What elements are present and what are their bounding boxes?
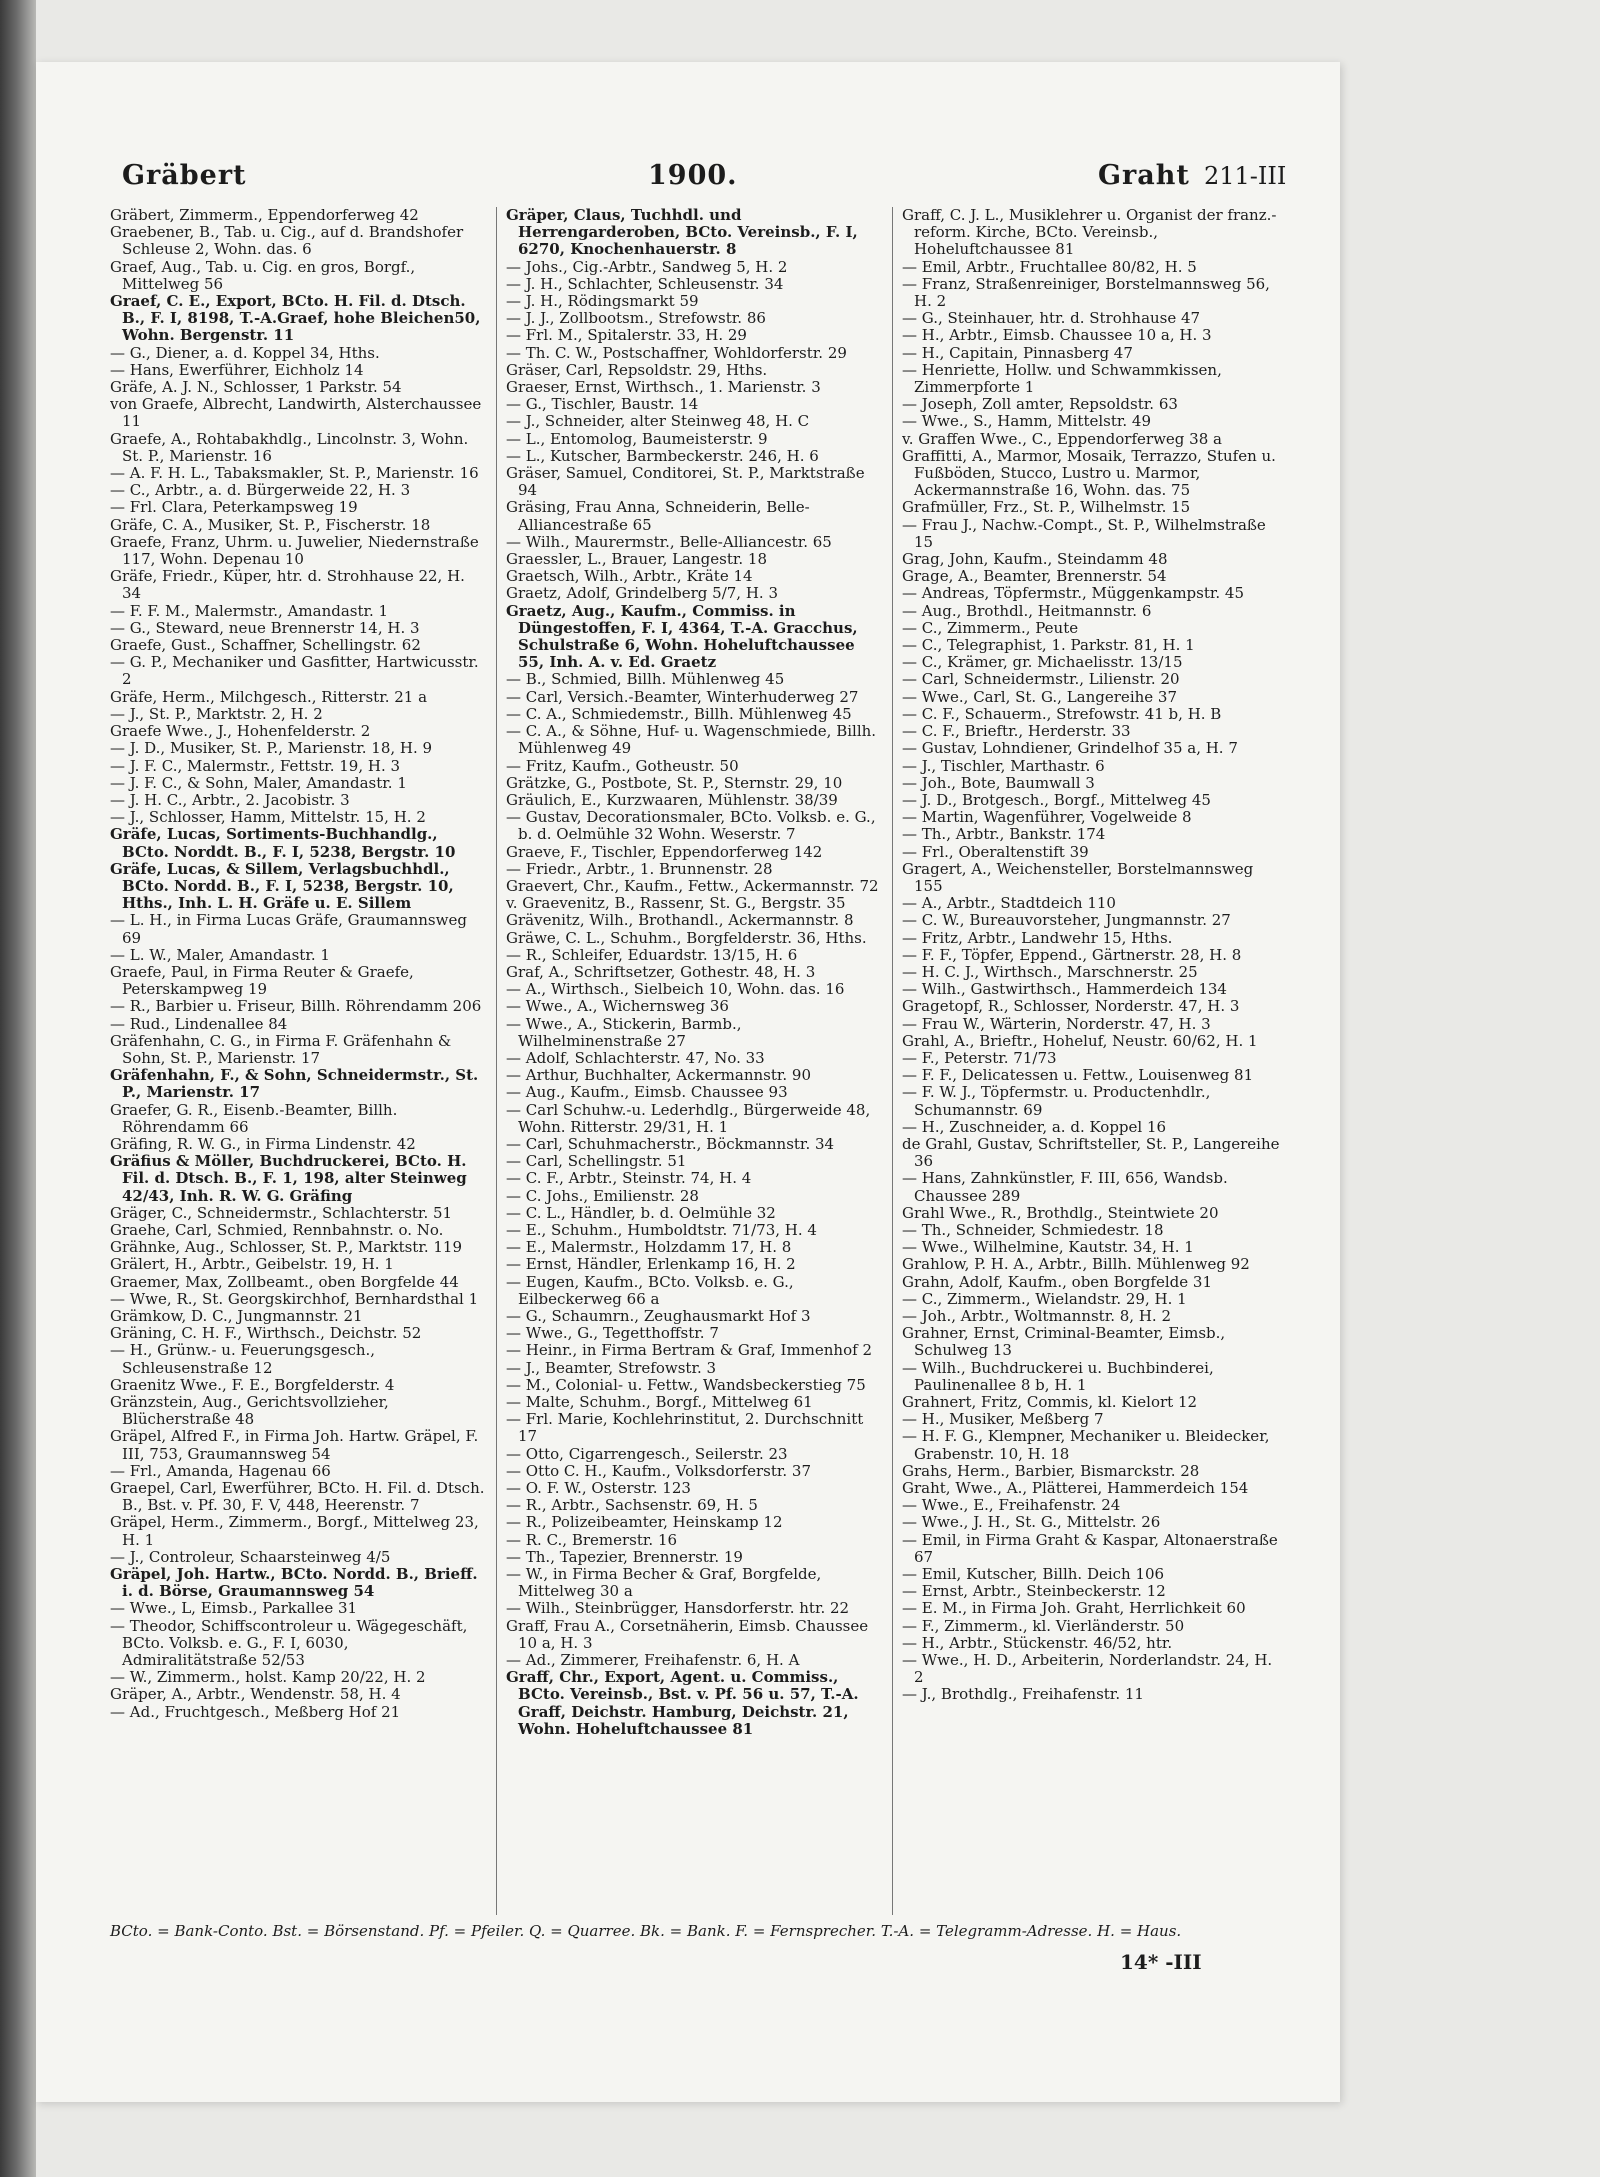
directory-entry: — Ad., Zimmerer, Freihafenstr. 6, H. A <box>506 1651 800 1670</box>
directory-entry: — C. F., Brieftr., Herderstr. 33 <box>902 722 1131 741</box>
directory-entry: — O. F. W., Osterstr. 123 <box>506 1479 691 1498</box>
directory-entry: — Wilh., Steinbrügger, Hansdorferstr. htr. 22 <box>506 1599 850 1618</box>
directory-entry: — C. F., Arbtr., Steinstr. 74, H. 4 <box>506 1169 752 1188</box>
directory-entry: — J. F. C., & Sohn, Maler, Amandastr. 1 <box>110 773 407 792</box>
header-right-keyword: Graht <box>1098 160 1190 191</box>
abbreviation-legend: BCto. = Bank-Conto. Bst. = Börsenstand. Pf. = Pfeiler. Q. = Quarree. Bk. = Bank. F. = Fernsprecher. T.-A. = Telegramm-Adresse. H. = Haus. <box>110 1922 1182 1940</box>
directory-entry: — Wwe., Carl, St. G., Langereihe 37 <box>902 687 1178 706</box>
directory-entry: Graetz, Aug., Kaufm., Commiss. in Düngestoffen, F. I, 4364, T.-A. Gracchus, Schulstraße 6, Wohn. Hoheluftchaussee 55, Inh. A. v. Ed. Graetz <box>506 601 858 672</box>
directory-entry: Grahnert, Fritz, Commis, kl. Kielort 12 <box>902 1393 1198 1412</box>
directory-entry: Grag, John, Kaufm., Steindamm 48 <box>902 550 1168 569</box>
directory-entry: Gränzstein, Aug., Gerichtsvollzieher, Blücherstraße 48 <box>110 1393 389 1429</box>
directory-entry: — A., Wirthsch., Sielbeich 10, Wohn. das. 16 <box>506 980 845 999</box>
directory-entry: Gräwe, C. L., Schuhm., Borgfelderstr. 36, Hths. <box>506 928 867 947</box>
directory-entry: Graf, A., Schriftsetzer, Gothestr. 48, H. 3 <box>506 962 816 981</box>
directory-entry: von Graefe, Albrecht, Landwirth, Alsterchaussee 11 <box>110 395 482 431</box>
directory-entry: Graenitz Wwe., F. E., Borgfelderstr. 4 <box>110 1375 395 1394</box>
directory-entry: — J. H. C., Arbtr., 2. Jacobistr. 3 <box>110 790 350 809</box>
directory-entry: — B., Schmied, Billh. Mühlenweg 45 <box>506 670 785 689</box>
directory-entry: — F. F., Delicatessen u. Fettw., Louisenweg 81 <box>902 1066 1254 1085</box>
directory-entry: — Th., Schneider, Schmiedestr. 18 <box>902 1220 1164 1239</box>
directory-entry: Gragert, A., Weichensteller, Borstelmannsweg 155 <box>902 859 1254 895</box>
directory-entry: — Wwe., Wilhelmine, Kautstr. 34, H. 1 <box>902 1238 1194 1257</box>
directory-entry: de Grahl, Gustav, Schriftsteller, St. P., Langereihe 36 <box>902 1134 1280 1171</box>
directory-entry: — Emil, in Firma Graht & Kaspar, Altonaerstraße 67 <box>902 1530 1278 1566</box>
directory-entry: Graefe, Paul, in Firma Reuter & Graefe, Peterskampweg 19 <box>110 962 414 999</box>
directory-entry: — L., Kutscher, Barmbeckerstr. 246, H. 6 <box>506 446 819 465</box>
directory-entry: — G., Tischler, Baustr. 14 <box>506 395 699 414</box>
directory-entry: — G., Schaumrn., Zeughausmarkt Hof 3 <box>506 1307 811 1325</box>
directory-entry: — Eugen, Kaufm., BCto. Volksb. e. G., Eilbeckerweg 66 a <box>506 1272 794 1308</box>
directory-entry: Gräser, Carl, Repsoldstr. 29, Hths. <box>506 360 768 379</box>
header-year: 1900. <box>648 160 738 191</box>
directory-entry: Grahn, Adolf, Kaufm., oben Borgfelde 31 <box>902 1272 1212 1291</box>
sheet-signature: 14* -III <box>1120 1950 1202 1974</box>
directory-entry: — Johs., Cig.-Arbtr., Sandweg 5, H. 2 <box>506 257 788 276</box>
directory-entry: Grähnke, Aug., Schlosser, St. P., Marktstr. 119 <box>110 1238 463 1257</box>
directory-entry: — Wwe., A., Wichernsweg 36 <box>506 997 729 1016</box>
directory-entry: — F., Zimmerm., kl. Vierländerstr. 50 <box>902 1616 1185 1635</box>
directory-entry: — Heinr., in Firma Bertram & Graf, Immenhof 2 <box>506 1341 872 1360</box>
directory-entry: — Wwe., G., Tegetthoffstr. 7 <box>506 1324 719 1343</box>
directory-entry: — E., Malermstr., Holzdamm 17, H. 8 <box>506 1238 792 1257</box>
directory-entry: Graht, Wwe., A., Plätterei, Hammerdeich 154 <box>902 1479 1249 1498</box>
directory-entry: — J. D., Brotgesch., Borgf., Mittelweg 45 <box>902 790 1211 809</box>
directory-entry: — C. A., & Söhne, Huf- u. Wagenschmiede, Billh. Mühlenweg 49 <box>506 722 877 758</box>
directory-entry: — Franz, Straßenreiniger, Borstelmannsweg 56, H. 2 <box>902 274 1270 311</box>
directory-entry: Graevert, Chr., Kaufm., Fettw., Ackermannstr. 72 <box>506 876 879 895</box>
directory-entry: Graefe, A., Rohtabakhdlg., Lincolnstr. 3, Wohn. St. P., Marienstr. 16 <box>110 429 469 465</box>
directory-entry: Grahlow, P. H. A., Arbtr., Billh. Mühlenweg 92 <box>902 1255 1250 1274</box>
column-2 <box>506 207 882 1915</box>
directory-columns <box>110 207 1285 1915</box>
directory-entry: Graefer, G. R., Eisenb.-Beamter, Billh. Röhrendamm 66 <box>110 1100 398 1136</box>
directory-entry: Gräpel, Joh. Hartw., BCto. Nordd. B., Brieff. i. d. Börse, Graumannsweg 54 <box>110 1565 478 1601</box>
directory-entry: — Emil, Arbtr., Fruchtallee 80/82, H. 5 <box>902 257 1197 276</box>
directory-entry: Gräper, A., Arbtr., Wendenstr. 58, H. 4 <box>110 1685 401 1704</box>
directory-entry: — C. L., Händler, b. d. Oelmühle 32 <box>506 1203 776 1222</box>
directory-entry: — Hans, Zahnkünstler, F. III, 656, Wandsb. Chaussee 289 <box>902 1169 1228 1205</box>
directory-entry: — Theodor, Schiffscontroleur u. Wägegeschäft, BCto. Volksb. e. G., F. I, 6030, Admiralitätstraße 52/53 <box>110 1616 468 1670</box>
directory-entry: — Wilh., Buchdruckerei u. Buchbinderei, Paulinenallee 8 b, H. 1 <box>902 1358 1214 1394</box>
directory-entry: Gräger, C., Schneidermstr., Schlachterstr. 51 <box>110 1203 453 1222</box>
directory-entry: — J., St. P., Marktstr. 2, H. 2 <box>110 704 323 723</box>
directory-entry: — W., in Firma Becher & Graf, Borgfelde, Mittelweg 30 a <box>506 1565 822 1601</box>
directory-entry: — Arthur, Buchhalter, Ackermannstr. 90 <box>506 1066 812 1085</box>
directory-entry: — M., Colonial- u. Fettw., Wandsbeckerstieg 75 <box>506 1375 866 1394</box>
directory-entry: — J. H., Schlachter, Schleusenstr. 34 <box>506 274 784 293</box>
directory-entry: — Wilh., Gastwirthsch., Hammerdeich 134 <box>902 980 1227 999</box>
directory-entry: — H., Grünw.- u. Feuerungsgesch., Schleusenstraße 12 <box>110 1341 376 1377</box>
directory-entry: — Fritz, Arbtr., Landwehr 15, Hths. <box>902 928 1173 947</box>
directory-entry: Gräning, C. H. F., Wirthsch., Deichstr. 52 <box>110 1324 422 1343</box>
directory-entry: — Th., Tapezier, Brennerstr. 19 <box>506 1547 743 1566</box>
directory-entry: — L. W., Maler, Amandastr. 1 <box>110 945 330 964</box>
directory-entry: Grahl Wwe., R., Brothdlg., Steintwiete 20 <box>902 1203 1219 1222</box>
directory-entry: Gräfe, Friedr., Küper, htr. d. Strohhause 22, H. 34 <box>110 567 465 603</box>
directory-entry: — Wwe., J. H., St. G., Mittelstr. 26 <box>902 1513 1161 1532</box>
directory-entry: — E., Schuhm., Humboldtstr. 71/73, H. 4 <box>506 1220 817 1239</box>
directory-entry: — Carl, Schneidermstr., Lilienstr. 20 <box>902 670 1180 689</box>
directory-entry: — H., Capitain, Pinnasberg 47 <box>902 343 1133 362</box>
directory-entry: — Otto, Cigarrengesch., Seilerstr. 23 <box>506 1444 788 1463</box>
directory-entry: — Fritz, Kaufm., Gotheustr. 50 <box>506 756 739 775</box>
directory-entry: — J., Beamter, Strefowstr. 3 <box>506 1358 717 1377</box>
directory-entry: — G., Steinhauer, htr. d. Strohhause 47 <box>902 309 1201 328</box>
directory-entry: Graeser, Ernst, Wirthsch., 1. Marienstr. 3 <box>506 378 821 397</box>
directory-entry: — Aug., Kaufm., Eimsb. Chaussee 93 <box>506 1083 788 1102</box>
directory-entry: — Wwe., A., Stickerin, Barmb., Wilhelminenstraße 27 <box>506 1014 742 1050</box>
directory-entry: — Th. C. W., Postschaffner, Wohldorferstr. 29 <box>506 343 847 362</box>
directory-entry: — Wwe., S., Hamm, Mittelstr. 49 <box>902 412 1152 431</box>
directory-entry: — H. C. J., Wirthsch., Marschnerstr. 25 <box>902 962 1198 981</box>
directory-entry: — R., Schleifer, Eduardstr. 13/15, H. 6 <box>506 945 798 964</box>
directory-entry: Gräpel, Alfred F., in Firma Joh. Hartw. Gräpel, F. III, 753, Graumannsweg 54 <box>110 1427 479 1463</box>
directory-entry: — F., Peterstr. 71/73 <box>902 1048 1057 1067</box>
directory-entry: — L. H., in Firma Lucas Gräfe, Graumannsweg 69 <box>110 911 467 947</box>
directory-entry: — Friedr., Arbtr., 1. Brunnenstr. 28 <box>506 859 773 878</box>
directory-entry: — Ad., Fruchtgesch., Meßberg Hof 21 <box>110 1702 401 1721</box>
directory-entry: Graehe, Carl, Schmied, Rennbahnstr. o. No. <box>110 1220 444 1239</box>
book-spine <box>0 0 36 2177</box>
directory-entry: — Frau W., Wärterin, Norderstr. 47, H. 3 <box>902 1014 1211 1033</box>
directory-entry: — F. F., Töpfer, Eppend., Gärtnerstr. 28, H. 8 <box>902 945 1242 964</box>
directory-entry: — Hans, Ewerführer, Eichholz 14 <box>110 360 364 379</box>
directory-entry: — Otto C. H., Kaufm., Volksdorferstr. 37 <box>506 1461 812 1480</box>
directory-entry: — Frl. Clara, Peterkampsweg 19 <box>110 498 358 517</box>
directory-entry: — A., Arbtr., Stadtdeich 110 <box>902 894 1116 913</box>
page-header <box>78 160 1288 200</box>
directory-entry: Gräser, Samuel, Conditorei, St. P., Marktstraße 94 <box>506 464 865 500</box>
directory-entry: — H., Zuschneider, a. d. Koppel 16 <box>902 1117 1167 1136</box>
directory-entry: — R. C., Bremerstr. 16 <box>506 1530 678 1549</box>
directory-entry: Gragetopf, R., Schlosser, Norderstr. 47, H. 3 <box>902 997 1240 1016</box>
directory-entry: — C. F., Schauerm., Strefowstr. 41 b, H. B <box>902 704 1222 723</box>
directory-entry: — J. D., Musiker, St. P., Marienstr. 18, H. 9 <box>110 739 433 758</box>
column-divider <box>892 207 893 1915</box>
directory-entry: Graffitti, A., Marmor, Mosaik, Terrazzo, Stufen u. Fußböden, Stucco, Lustro u. Marmor, Ackermannstraße 16, Wohn. das. 75 <box>902 446 1276 500</box>
directory-entry: — Th., Arbtr., Bankstr. 174 <box>902 825 1106 844</box>
directory-entry: — Wwe, R., St. Georgskirchhof, Bernhardsthal 1 <box>110 1289 479 1308</box>
directory-entry: — C. Johs., Emilienstr. 28 <box>506 1186 699 1205</box>
directory-entry: — Andreas, Töpfermstr., Müggenkampstr. 45 <box>902 584 1245 603</box>
directory-entry: — Joh., Arbtr., Woltmannstr. 8, H. 2 <box>902 1307 1172 1325</box>
directory-entry: — Joh., Bote, Baumwall 3 <box>902 773 1095 792</box>
directory-entry: — G., Steward, neue Brennerstr 14, H. 3 <box>110 618 420 637</box>
directory-entry: Gräsing, Frau Anna, Schneiderin, Belle-Alliancestraße 65 <box>506 498 810 534</box>
directory-entry: Gräper, Claus, Tuchhdl. und Herrengarderoben, BCto. Vereinsb., F. I, 6270, Knochenhauerstr. 8 <box>506 207 858 259</box>
directory-entry: — H., Arbtr., Eimsb. Chaussee 10 a, H. 3 <box>902 326 1212 345</box>
page-number: 211-III <box>1204 162 1287 190</box>
directory-entry: — Ernst, Arbtr., Steinbeckerstr. 12 <box>902 1582 1166 1601</box>
directory-entry: Graef, C. E., Export, BCto. H. Fil. d. Dtsch. B., F. I, 8198, T.-A.Graef, hohe Bleichen50, Wohn. Bergenstr. 11 <box>110 292 481 345</box>
directory-entry: — H. F. G., Klempner, Mechaniker u. Bleidecker, Grabenstr. 10, H. 18 <box>902 1427 1270 1463</box>
directory-entry: Gräpel, Herm., Zimmerm., Borgf., Mittelweg 23, H. 1 <box>110 1513 479 1549</box>
directory-entry: — Emil, Kutscher, Billh. Deich 106 <box>902 1565 1165 1584</box>
directory-entry: — Ernst, Händler, Erlenkamp 16, H. 2 <box>506 1255 796 1274</box>
directory-entry: Graetz, Adolf, Grindelberg 5/7, H. 3 <box>506 584 778 603</box>
directory-entry: — C., Zimmerm., Wielandstr. 29, H. 1 <box>902 1289 1187 1308</box>
directory-entry: Grätzke, G., Postbote, St. P., Sternstr. 29, 10 <box>506 773 843 792</box>
directory-entry: — Frau J., Nachw.-Compt., St. P., Wilhelmstraße 15 <box>902 515 1266 551</box>
directory-entry: — Frl. M., Spitalerstr. 33, H. 29 <box>506 326 747 345</box>
directory-entry: Gräfing, R. W. G., in Firma Lindenstr. 42 <box>110 1134 416 1153</box>
directory-entry: v. Graevenitz, B., Rassenr, St. G., Bergstr. 35 <box>506 894 846 913</box>
directory-entry: — A. F. H. L., Tabaksmakler, St. P., Marienstr. 16 <box>110 464 479 483</box>
directory-entry: Grafmüller, Frz., St. P., Wilhelmstr. 15 <box>902 498 1191 517</box>
directory-entry: — L., Entomolog, Baumeisterstr. 9 <box>506 429 768 448</box>
directory-entry: Gräfius & Möller, Buchdruckerei, BCto. H. Fil. d. Dtsch. B., F. 1, 198, alter Steinweg 42/43, Inh. R. W. G. Gräfing <box>110 1152 467 1205</box>
directory-entry: — R., Polizeibeamter, Heinskamp 12 <box>506 1513 783 1532</box>
directory-entry: — J., Schlosser, Hamm, Mittelstr. 15, H. 2 <box>110 808 426 827</box>
header-left-keyword: Gräbert <box>122 160 247 191</box>
directory-entry: Graefe, Gust., Schaffner, Schellingstr. 62 <box>110 636 421 655</box>
column-divider <box>496 207 497 1915</box>
directory-entry: Gräfenhahn, F., & Sohn, Schneidermstr., St. P., Marienstr. 17 <box>110 1066 479 1102</box>
directory-entry: — Martin, Wagenführer, Vogelweide 8 <box>902 808 1192 827</box>
directory-entry: — R., Arbtr., Sachsenstr. 69, H. 5 <box>506 1496 758 1515</box>
directory-entry: — J. H., Rödingsmarkt 59 <box>506 292 699 311</box>
directory-entry: — C. A., Schmiedemstr., Billh. Mühlenweg 45 <box>506 704 852 723</box>
directory-entry: — Wilh., Maurermstr., Belle-Alliancestr. 65 <box>506 532 832 551</box>
directory-entry: Graefe Wwe., J., Hohenfelderstr. 2 <box>110 722 371 741</box>
directory-entry: Grämkow, D. C., Jungmannstr. 21 <box>110 1307 363 1325</box>
directory-entry: — J., Tischler, Marthastr. 6 <box>902 756 1105 775</box>
directory-entry: Gräbert, Zimmerm., Eppendorferweg 42 <box>110 207 419 224</box>
directory-entry: Gräfe, Herm., Milchgesch., Ritterstr. 21 a <box>110 687 428 706</box>
directory-entry: Graessler, L., Brauer, Langestr. 18 <box>506 550 768 569</box>
directory-entry: — Carl, Versich.-Beamter, Winterhuderweg 27 <box>506 687 859 706</box>
directory-entry: Gräfe, A. J. N., Schlosser, 1 Parkstr. 54 <box>110 378 402 397</box>
directory-entry: — C., Arbtr., a. d. Bürgerweide 22, H. 3 <box>110 481 411 500</box>
directory-entry: — Frl. Marie, Kochlehrinstitut, 2. Durchschnitt 17 <box>506 1410 864 1446</box>
directory-entry: — H., Arbtr., Stückenstr. 46/52, htr. <box>902 1633 1173 1652</box>
directory-entry: Graff, Frau A., Corsetnäherin, Eimsb. Chaussee 10 a, H. 3 <box>506 1616 869 1652</box>
directory-entry: — J. F. C., Malermstr., Fettstr. 19, H. 3 <box>110 756 401 775</box>
directory-entry: — Gustav, Decorationsmaler, BCto. Volksb. e. G., b. d. Oelmühle 32 Wohn. Weserstr. 7 <box>506 808 876 844</box>
directory-entry: Gräfe, C. A., Musiker, St. P., Fischerstr. 18 <box>110 515 431 534</box>
directory-entry: Grahs, Herm., Barbier, Bismarckstr. 28 <box>902 1461 1200 1480</box>
directory-entry: Gräfe, Lucas, Sortiments-Buchhandlg., BCto. Norddt. B., F. I, 5238, Bergstr. 10 <box>110 825 456 861</box>
directory-entry: Gräfenhahn, C. G., in Firma F. Gräfenhahn & Sohn, St. P., Marienstr. 17 <box>110 1031 452 1067</box>
column-3 <box>902 207 1285 1915</box>
directory-entry: Grävenitz, Wilh., Brothandl., Ackermannstr. 8 <box>506 911 854 930</box>
directory-entry: — Malte, Schuhm., Borgf., Mittelweg 61 <box>506 1393 813 1412</box>
directory-entry: — C., Zimmerm., Peute <box>902 618 1079 637</box>
directory-entry: Gräfe, Lucas, & Sillem, Verlagsbuchhdl., BCto. Nordd. B., F. I, 5238, Bergstr. 10, Hths., Inh. L. H. Gräfe u. E. Sillem <box>110 859 454 913</box>
directory-entry: Grahl, A., Brieftr., Hoheluf, Neustr. 60/62, H. 1 <box>902 1031 1258 1050</box>
directory-entry: — Wwe., L, Eimsb., Parkallee 31 <box>110 1599 358 1618</box>
directory-entry: Graemer, Max, Zollbeamt., oben Borgfelde 44 <box>110 1272 459 1291</box>
directory-entry: — Frl., Oberaltenstift 39 <box>902 842 1089 861</box>
directory-entry: v. Graffen Wwe., C., Eppendorferweg 38 a <box>902 429 1222 448</box>
directory-entry: — Henriette, Hollw. und Schwammkissen, Zimmerpforte 1 <box>902 360 1222 397</box>
directory-entry: — E. M., in Firma Joh. Graht, Herrlichkeit 60 <box>902 1599 1246 1618</box>
directory-entry: — C., Telegraphist, 1. Parkstr. 81, H. 1 <box>902 636 1195 655</box>
directory-entry: Grage, A., Beamter, Brennerstr. 54 <box>902 567 1167 586</box>
directory-entry: — H., Musiker, Meßberg 7 <box>902 1410 1104 1429</box>
directory-entry: Gräulich, E., Kurzwaaren, Mühlenstr. 38/39 <box>506 790 838 809</box>
column-1 <box>110 207 486 1915</box>
directory-entry: — Gustav, Lohndiener, Grindelhof 35 a, H. 7 <box>902 739 1238 758</box>
directory-entry: Graef, Aug., Tab. u. Cig. en gros, Borgf., Mittelweg 56 <box>110 257 416 293</box>
directory-entry: — Wwe., H. D., Arbeiterin, Norderlandstr. 24, H. 2 <box>902 1651 1273 1687</box>
directory-entry: Grälert, H., Arbtr., Geibelstr. 19, H. 1 <box>110 1255 394 1274</box>
directory-entry: — J., Brothdlg., Freihafenstr. 11 <box>902 1685 1144 1704</box>
directory-entry: Grahner, Ernst, Criminal-Beamter, Eimsb., Schulweg 13 <box>902 1324 1226 1360</box>
directory-entry: — Carl, Schellingstr. 51 <box>506 1152 687 1171</box>
directory-entry: — W., Zimmerm., holst. Kamp 20/22, H. 2 <box>110 1668 426 1687</box>
directory-entry: Graetsch, Wilh., Arbtr., Kräte 14 <box>506 567 753 586</box>
directory-entry: — Aug., Brothdl., Heitmannstr. 6 <box>902 601 1152 620</box>
directory-entry: — F. F. M., Malermstr., Amandastr. 1 <box>110 601 389 620</box>
directory-entry: — Joseph, Zoll amter, Repsoldstr. 63 <box>902 395 1178 414</box>
directory-entry: Graff, C. J. L., Musiklehrer u. Organist der franz.-reform. Kirche, BCto. Vereinsb., Hoheluftchaussee 81 <box>902 207 1277 259</box>
directory-entry: — J., Controleur, Schaarsteinweg 4/5 <box>110 1547 391 1566</box>
directory-entry: — Frl., Amanda, Hagenau 66 <box>110 1461 331 1480</box>
directory-entry: — G. P., Mechaniker und Gasfitter, Hartwicusstr. 2 <box>110 653 479 689</box>
directory-entry: — Adolf, Schlachterstr. 47, No. 33 <box>506 1048 765 1067</box>
directory-entry: — Carl Schuhw.-u. Lederhdlg., Bürgerweide 48, Wohn. Ritterstr. 29/31, H. 1 <box>506 1100 871 1136</box>
directory-entry: — R., Barbier u. Friseur, Billh. Röhrendamm 206 <box>110 997 482 1016</box>
directory-entry: Graebener, B., Tab. u. Cig., auf d. Brandshofer Schleuse 2, Wohn. das. 6 <box>110 223 464 259</box>
directory-entry: — C. W., Bureauvorsteher, Jungmannstr. 27 <box>902 911 1231 930</box>
directory-entry: — J., Schneider, alter Steinweg 48, H. C <box>506 412 810 431</box>
directory-entry: — Wwe., E., Freihafenstr. 24 <box>902 1496 1121 1515</box>
directory-entry: — C., Krämer, gr. Michaelisstr. 13/15 <box>902 653 1183 672</box>
directory-entry: — Rud., Lindenallee 84 <box>110 1014 288 1033</box>
directory-entry: — J. J., Zollbootsm., Strefowstr. 86 <box>506 309 766 328</box>
directory-entry: Graefe, Franz, Uhrm. u. Juwelier, Niedernstraße 117, Wohn. Depenau 10 <box>110 532 479 569</box>
directory-entry: Graepel, Carl, Ewerführer, BCto. H. Fil. d. Dtsch. B., Bst. v. Pf. 30, F. V, 448, Heerenstr. 7 <box>110 1479 485 1515</box>
directory-entry: — Carl, Schuhmacherstr., Böckmannstr. 34 <box>506 1134 835 1153</box>
directory-entry: Graeve, F., Tischler, Eppendorferweg 142 <box>506 842 823 861</box>
directory-entry: Graff, Chr., Export, Agent. u. Commiss., BCto. Vereinsb., Bst. v. Pf. 56 u. 57, T.-A. Graff, Deichstr. Hamburg, Deichstr. 21, Wohn. Hoheluftchaussee 81 <box>506 1668 859 1738</box>
directory-entry: — F. W. J., Töpfermstr. u. Productenhdlr., Schumannstr. 69 <box>902 1083 1211 1119</box>
directory-entry: — G., Diener, a. d. Koppel 34, Hths. <box>110 343 380 362</box>
